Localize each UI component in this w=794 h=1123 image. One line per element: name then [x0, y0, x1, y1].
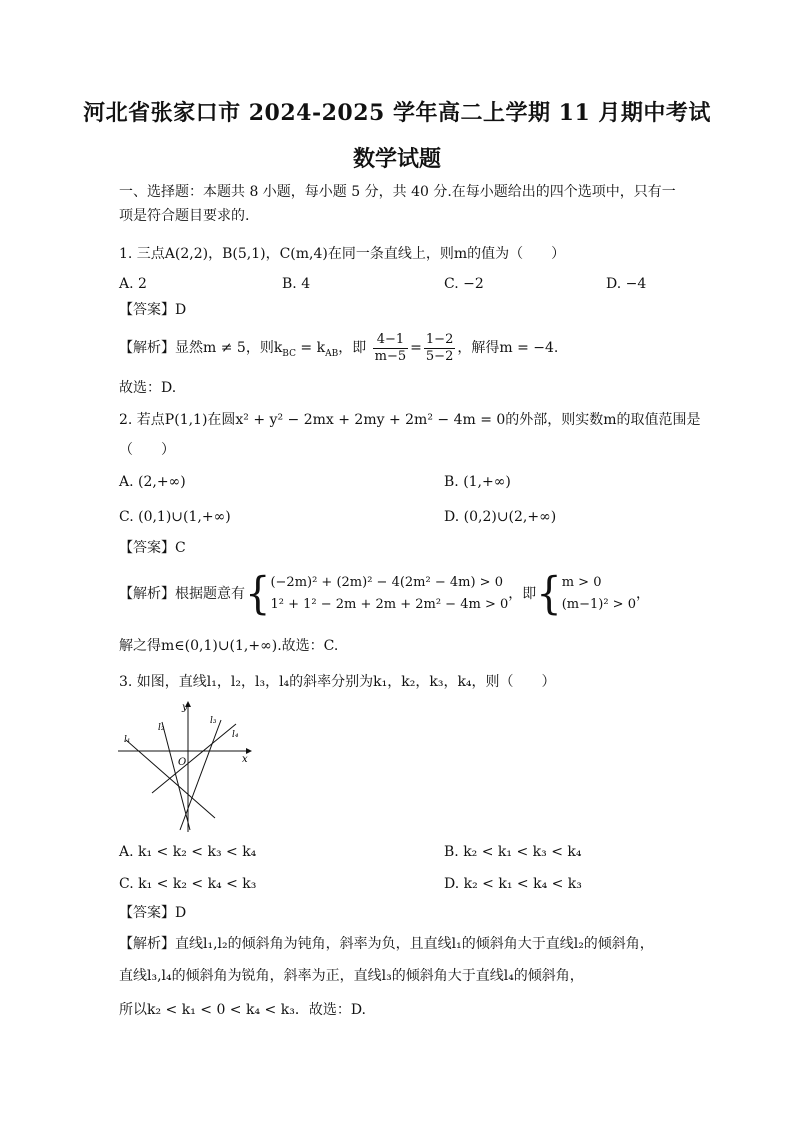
q3-analysis-1: 【解析】直线l₁,l₂的倾斜角为钝角，斜率为负，且直线l₁的倾斜角大于直线l₂的倾斜角， [119, 936, 654, 952]
label-l1: l₁ [124, 735, 131, 745]
label-l3: l₃ [210, 716, 217, 726]
q1-answer: 【答案】D [119, 302, 187, 318]
q1-fraction-1: $\frac{4-1}{m-5}$ [374, 331, 407, 364]
q3-answer: 【答案】D [119, 905, 187, 921]
q3-option-b: B. k₂ < k₁ < k₃ < k₄ [444, 844, 582, 860]
q2-answer: 【答案】C [119, 540, 186, 556]
q2-system-2: m > 0 (m−1)² > 0 [561, 575, 636, 612]
q2-stem: 2. 若点P(1,1)在圆x² + y² − 2mx + 2my + 2m² − 4m = 0的外部，则实数m的取值范围是 [119, 412, 701, 428]
q3-option-c: C. k₁ < k₂ < k₄ < k₃ [119, 876, 257, 892]
q1-analysis-prefix: 【解析】显然m ≠ 5，则k [119, 340, 283, 356]
document-title: 河北省张家口市 2024-2025 学年高二上学期 11 月期中考试 [83, 100, 711, 126]
x-axis-label: x [242, 754, 248, 765]
q2-stem-cont: （ ） [119, 442, 175, 458]
origin-label: O [178, 757, 187, 768]
q1-analysis-suffix: ，解得m = −4. [457, 340, 559, 356]
y-axis-label: y [182, 702, 188, 713]
q2-system-1: (−2m)² + (2m)² − 4(2m² − 4m) > 0 1² + 1² − 2m + 2m + 2m² − 4m > 0 [270, 575, 509, 612]
q1-option-d: D. −4 [606, 276, 647, 292]
document-subtitle: 数学试题 [352, 146, 441, 172]
label-l2: l₂ [158, 723, 165, 733]
q3-option-a: A. k₁ < k₂ < k₃ < k₄ [119, 844, 257, 860]
q1-analysis-mid: ，即 [338, 340, 367, 356]
q2-option-c: C. (0,1)∪(1,+∞) [119, 509, 231, 525]
q1-option-a: A. 2 [119, 276, 147, 292]
q1-stem: 1. 三点A(2,2)，B(5,1)，C(m,4)在同一条直线上，则m的值为（ ） [119, 246, 566, 262]
q2-brace-1: { [245, 568, 271, 620]
q2-analysis-prefix: 【解析】根据题意有 [119, 586, 245, 602]
q2-brace-2: { [536, 568, 562, 620]
q1-option-c: C. −2 [444, 276, 484, 292]
q3-figure [118, 700, 258, 835]
q3-analysis-2: 直线l₃,l₄的倾斜角为锐角，斜率为正，直线l₃的倾斜角大于直线l₄的倾斜角， [119, 968, 584, 984]
q2-option-a: A. (2,+∞) [119, 474, 186, 490]
q1-choose: 故选：D. [119, 380, 177, 396]
label-l4: l₄ [232, 730, 239, 740]
q2-option-d: D. (0,2)∪(2,+∞) [444, 509, 557, 525]
q1-fraction-2: $\frac{1-2}{5-2}$ [425, 331, 454, 364]
section-heading: 一、选择题：本题共 8 小题，每小题 5 分，共 40 分.在每小题给出的四个选项中，只有一 [119, 184, 676, 200]
section-heading-cont: 项是符合题目要求的. [119, 208, 250, 224]
line-l3 [180, 720, 221, 830]
q2-option-b: B. (1,+∞) [444, 474, 511, 490]
q2-analysis-mid: ，即 [508, 586, 537, 602]
q2-analysis: 【解析】根据题意有{ (−2m)² + (2m)² − 4(2m² − 4m) > 0 1² + 1² − 2m + 2m + 2m² − 4m > 0 ，即{ m > 0 (m−1)² > 0 ， [119, 568, 650, 620]
q3-stem: 3. 如图，直线l₁，l₂，l₃，l₄的斜率分别为k₁，k₂，k₃，k₄，则（ ） [119, 674, 556, 690]
q1-option-b: B. 4 [282, 276, 311, 292]
q1-analysis: 【解析】显然m ≠ 5，则$k_{BC} = k_{AB}$，即 $\frac{4-1}{m-5}$ = $\frac{1-2}{5-2}$ ，解得m = −4. [119, 331, 559, 364]
q2-conclusion: 解之得m∈(0,1)∪(1,+∞).故选：C. [119, 638, 339, 654]
q3-option-d: D. k₂ < k₁ < k₄ < k₃ [444, 876, 582, 892]
q3-analysis-3: 所以k₂ < k₁ < 0 < k₄ < k₃．故选：D. [119, 1002, 366, 1018]
line-l4 [152, 724, 236, 793]
